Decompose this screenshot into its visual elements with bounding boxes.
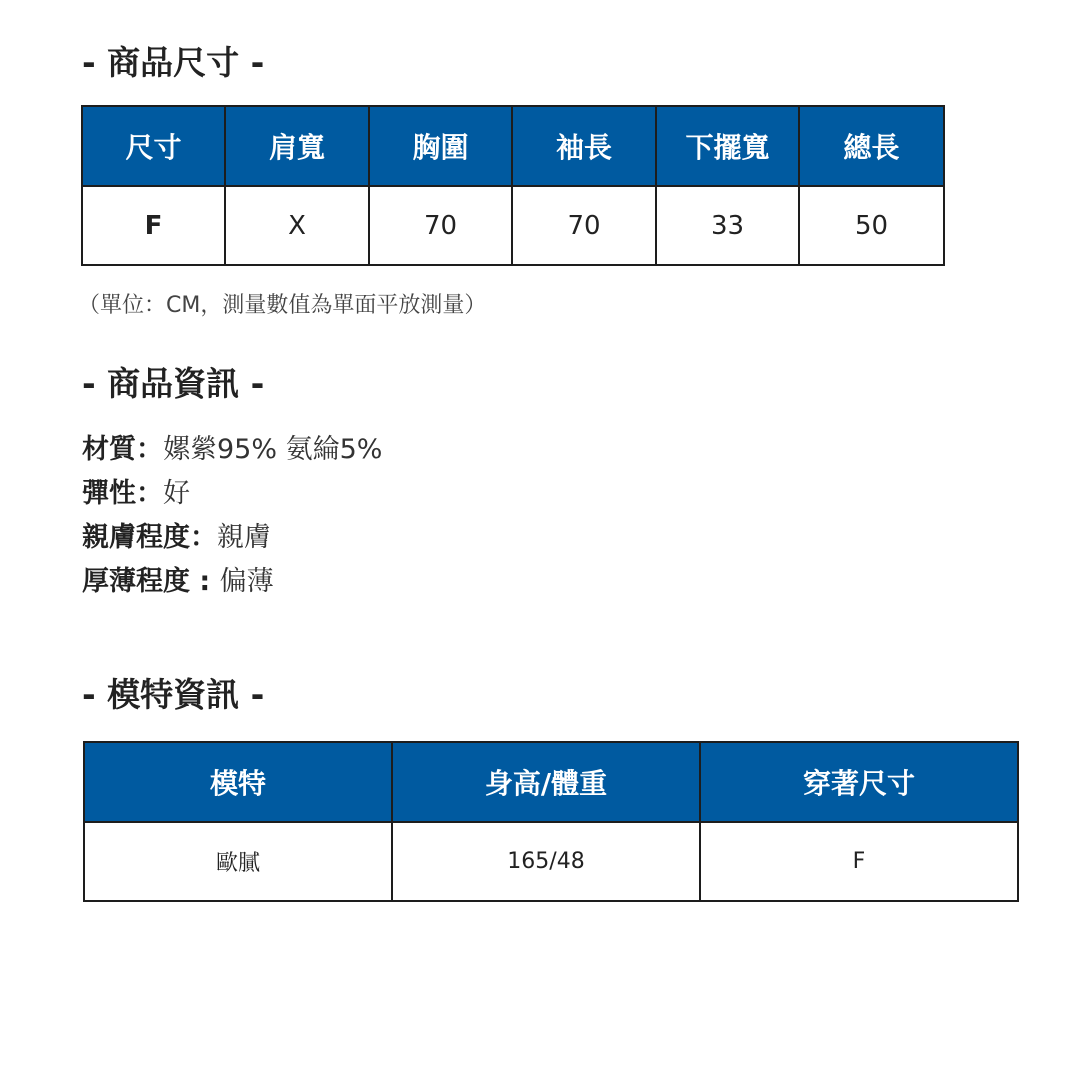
info-item-elasticity bbox=[82, 472, 382, 516]
size-header-size: 尺寸 bbox=[82, 106, 225, 186]
size-note: （單位：CM，測量數值為單面平放測量） bbox=[78, 293, 487, 318]
size-header-sleeve: 袖長 bbox=[512, 106, 656, 186]
model-table bbox=[83, 741, 1019, 902]
info-value: 嫘縈95% 氨綸5% bbox=[163, 434, 383, 465]
model-header-height-weight: 身高/體重 bbox=[392, 742, 700, 822]
info-value: 偏薄 bbox=[219, 566, 274, 597]
model-table-header-row bbox=[84, 742, 1018, 822]
model-header-name: 模特 bbox=[84, 742, 392, 822]
info-label: 彈性 bbox=[82, 478, 136, 509]
info-item-skin-feel bbox=[82, 516, 382, 560]
size-header-shoulder: 肩寬 bbox=[225, 106, 369, 186]
product-info-list bbox=[82, 428, 382, 604]
info-label: 親膚程度 bbox=[82, 522, 190, 553]
size-table bbox=[81, 105, 945, 266]
info-label: 材質 bbox=[82, 434, 136, 465]
model-section-title: - 模特資訊 - bbox=[82, 675, 265, 714]
table-row bbox=[82, 186, 944, 265]
size-value-chest: 70 bbox=[369, 186, 512, 265]
size-value-sleeve: 70 bbox=[512, 186, 656, 265]
model-value-worn-size: F bbox=[700, 822, 1018, 901]
info-separator: ： bbox=[190, 522, 217, 553]
info-separator: ： bbox=[136, 434, 163, 465]
size-header-chest: 胸圍 bbox=[369, 106, 512, 186]
info-value: 好 bbox=[163, 478, 190, 509]
model-value-height-weight: 165/48 bbox=[392, 822, 700, 901]
size-value-size: F bbox=[82, 186, 225, 265]
model-value-name: 歐膩 bbox=[84, 822, 392, 901]
table-row bbox=[84, 822, 1018, 901]
size-section-title: - 商品尺寸 - bbox=[82, 43, 265, 82]
info-separator: ： bbox=[136, 478, 163, 509]
info-item-material bbox=[82, 428, 382, 472]
size-header-hem: 下擺寬 bbox=[656, 106, 799, 186]
size-value-hem: 33 bbox=[656, 186, 799, 265]
info-label: 厚薄程度 bbox=[82, 566, 190, 597]
info-value: 親膚 bbox=[217, 522, 271, 553]
size-table-header-row bbox=[82, 106, 944, 186]
info-item-thickness bbox=[82, 560, 382, 604]
model-header-worn-size: 穿著尺寸 bbox=[700, 742, 1018, 822]
size-value-shoulder: X bbox=[225, 186, 369, 265]
info-section-title: - 商品資訊 - bbox=[82, 364, 265, 403]
info-separator: : bbox=[190, 566, 220, 597]
size-header-length: 總長 bbox=[799, 106, 944, 186]
size-value-length: 50 bbox=[799, 186, 944, 265]
